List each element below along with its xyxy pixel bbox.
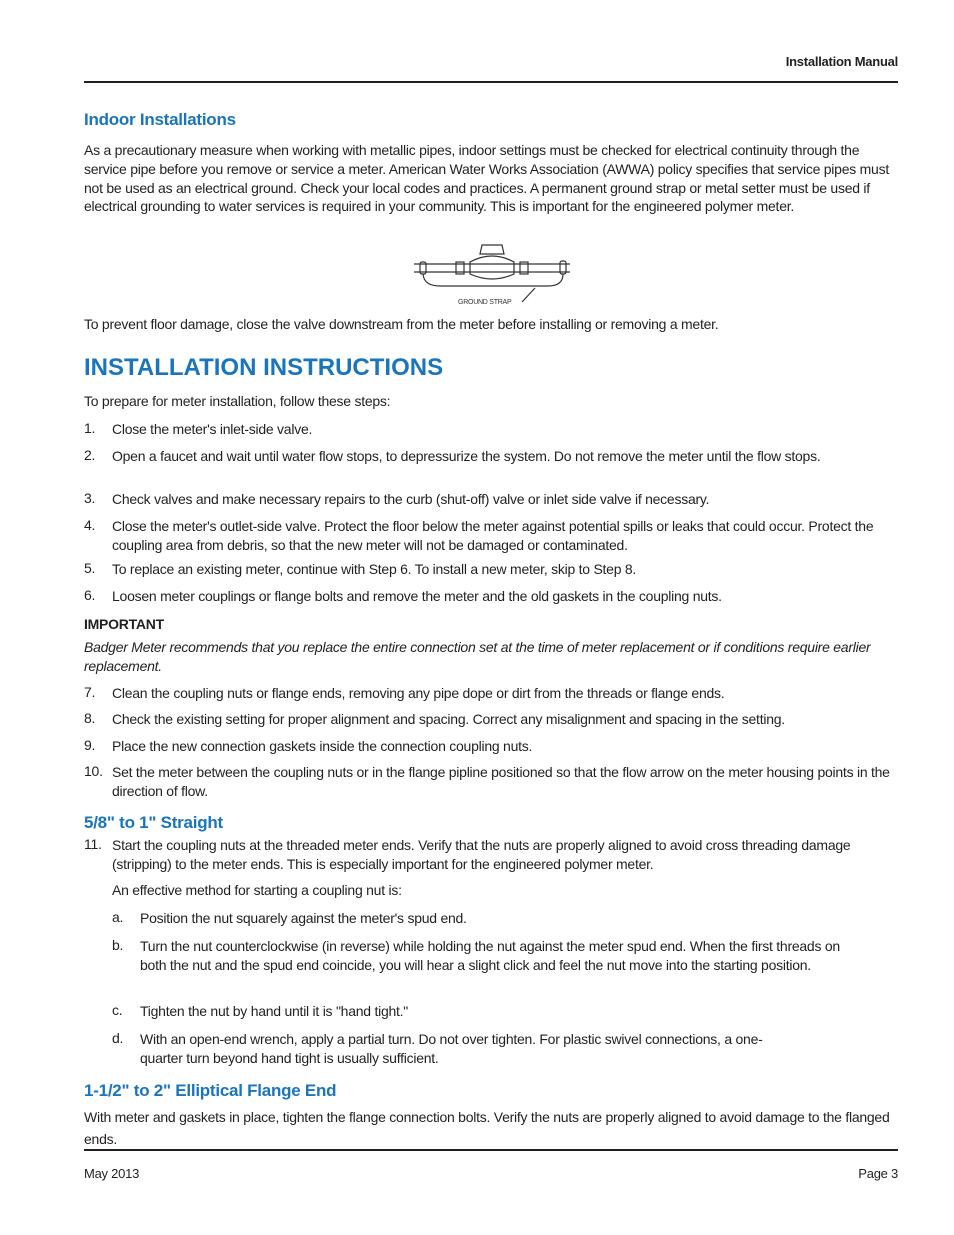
substep-letter: a. <box>112 909 124 925</box>
footer-date: May 2013 <box>84 1166 140 1181</box>
step-text: Place the new connection gaskets inside the connection coupling nuts. <box>112 738 533 754</box>
substep-letter: d. <box>112 1030 124 1046</box>
step-text: Open a faucet and wait until water flow stops, to depressurize the system. Do not remove the meter until the flow stops. <box>112 448 821 464</box>
step-number: 11. <box>84 836 102 852</box>
method-intro: An effective method for starting a coupling nut is: <box>112 882 402 898</box>
section-heading-straight: 5/8" to 1" Straight <box>84 813 223 832</box>
header-rule <box>84 81 898 83</box>
step-number: 2. <box>84 447 96 463</box>
substep-text: Tighten the nut by hand until it is "hand tight." <box>140 1003 409 1019</box>
step-number: 4. <box>84 517 96 533</box>
important-label: IMPORTANT <box>84 616 164 632</box>
step-text: Start the coupling nuts at the threaded meter ends. Verify that the nuts are properly aligned to avoid cross threading damage (stripping) to the meter ends. This is especially important for the engineered polymer meter. <box>112 837 851 872</box>
section-heading-indoor: Indoor Installations <box>84 110 236 129</box>
substep-text: With an open-end wrench, apply a partial turn. Do not over tighten. For plastic swivel connections, a one-quarter turn beyond hand tight is usually sufficient. <box>140 1031 763 1066</box>
substep-text: Position the nut squarely against the meter's spud end. <box>140 910 467 926</box>
step-text: Clean the coupling nuts or flange ends, removing any pipe dope or dirt from the threads or flange ends. <box>112 685 725 701</box>
flange-paragraph: With meter and gaskets in place, tighten the flange connection bolts. Verify the nuts are properly aligned to avoid damage to the flanged ends. <box>84 1109 890 1147</box>
step-number: 10. <box>84 763 103 779</box>
step-text: To replace an existing meter, continue with Step 6. To install a new meter, skip to Step 8. <box>112 561 637 577</box>
section-heading-install: INSTALLATION INSTRUCTIONS <box>84 354 444 381</box>
step-number: 1. <box>84 420 96 436</box>
indoor-paragraph: As a precautionary measure when working with metallic pipes, indoor settings must be checked for electrical continuity through the service pipe before you remove or service a meter. American Water Works Association (AWWA) policy specifies that service pipes must not be used as an electrical ground. Check your local codes and practices. A permanent ground strap or metal setter must be used if electrical grounding to water services is required in your community. This is important for the engineered polymer meter. <box>84 142 889 215</box>
install-intro: To prepare for meter installation, follow these steps: <box>84 393 391 409</box>
step-number: 6. <box>84 587 96 603</box>
indoor-after-text: To prevent floor damage, close the valve downstream from the meter before installing or removing a meter. <box>84 316 719 332</box>
step-number: 9. <box>84 737 96 753</box>
footer-rule <box>84 1149 898 1151</box>
step-number: 3. <box>84 490 96 506</box>
footer-page-number: Page 3 <box>858 1166 898 1181</box>
step-text: Check the existing setting for proper alignment and spacing. Correct any misalignment and spacing in the setting. <box>112 711 785 727</box>
header-title: Installation Manual <box>785 54 898 69</box>
substep-text: Turn the nut counterclockwise (in reverse) while holding the nut against the meter spud end. When the first threads on both the nut and the spud end coincide, you will hear a slight click and feel the nut move into the starting position. <box>140 938 840 973</box>
step-number: 8. <box>84 710 96 726</box>
step-number: 7. <box>84 684 96 700</box>
ground-strap-figure <box>410 240 580 310</box>
substep-letter: b. <box>112 937 124 953</box>
substep-letter: c. <box>112 1002 123 1018</box>
step-text: Check valves and make necessary repairs to the curb (shut-off) valve or inlet side valve if necessary. <box>112 491 710 507</box>
step-text: Close the meter's outlet-side valve. Protect the floor below the meter against potential spills or leaks that could occur. Protect the coupling area from debris, so that the new meter will not be damaged or contaminated. <box>112 518 874 553</box>
figure-label: GROUND STRAP <box>458 299 512 306</box>
step-text: Loosen meter couplings or flange bolts and remove the meter and the old gaskets in the coupling nuts. <box>112 588 722 604</box>
step-text: Close the meter's inlet-side valve. <box>112 421 313 437</box>
important-text: Badger Meter recommends that you replace the entire connection set at the time of meter replacement or if conditions require earlier replacement. <box>84 639 871 674</box>
step-number: 5. <box>84 560 96 576</box>
section-heading-flange: 1-1/2" to 2" Elliptical Flange End <box>84 1081 337 1100</box>
step-text: Set the meter between the coupling nuts or in the flange pipline positioned so that the flow arrow on the meter housing points in the direction of flow. <box>112 764 890 799</box>
